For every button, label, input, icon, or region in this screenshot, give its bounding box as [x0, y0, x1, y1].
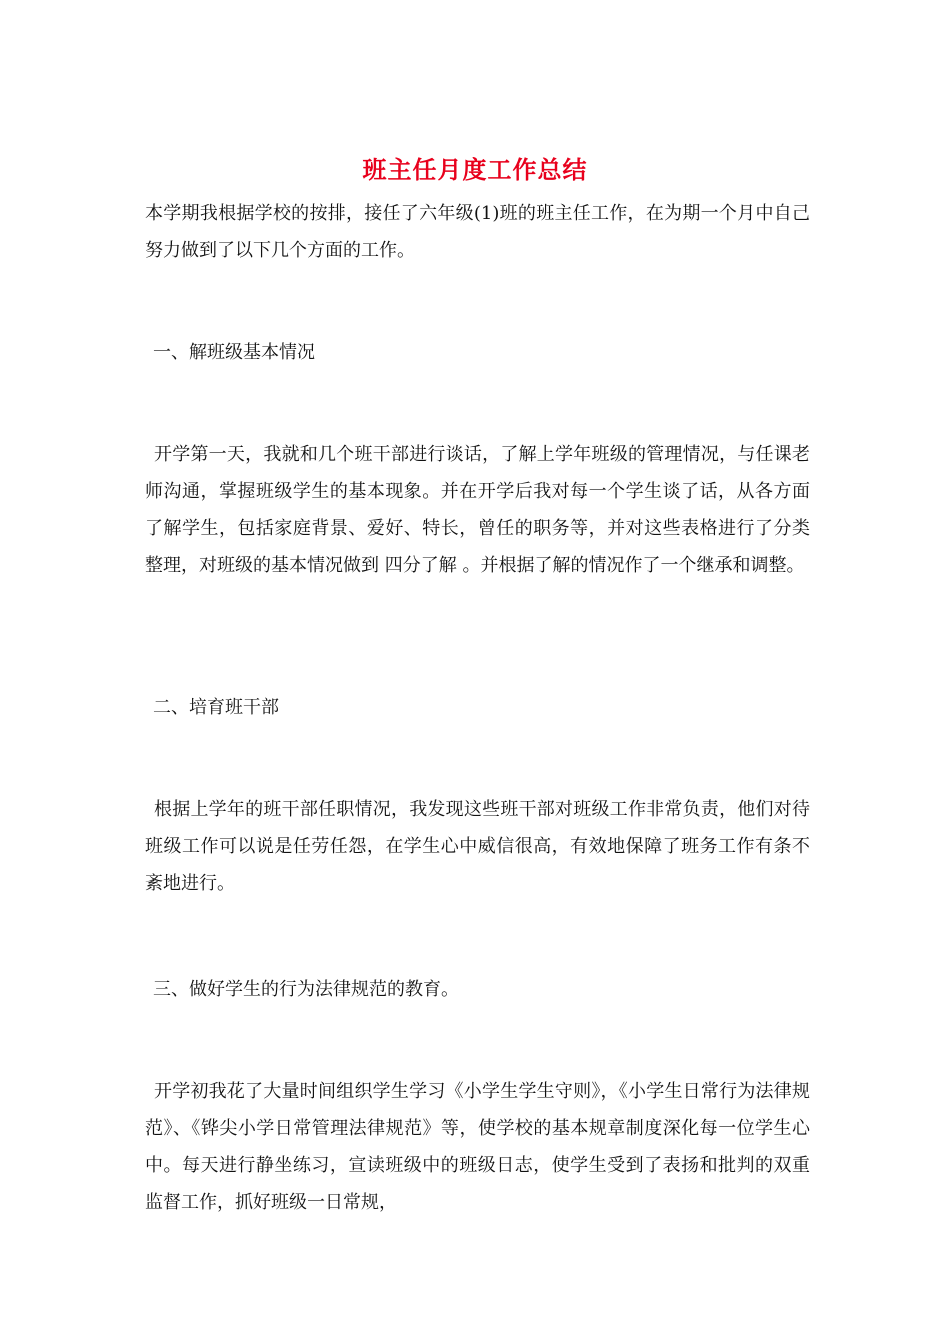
section-heading-1: 一、解班级基本情况 — [153, 342, 315, 363]
intro-paragraph: 本学期我根据学校的按排，接任了六年级(1)班的班主任工作，在为期一个月中自己努力做到了以下几个方面的工作。 — [145, 203, 810, 261]
document-title: 班主任月度工作总结 — [362, 155, 588, 184]
section-heading-2: 二、培育班干部 — [153, 697, 279, 718]
section-heading-3: 三、做好学生的行为法律规范的教育。 — [153, 979, 459, 1000]
section-body-2: 根据上学年的班干部任职情况，我发现这些班干部对班级工作非常负责，他们对待班级工作可以说是任劳任怨，在学生心中威信很高，有效地保障了班务工作有条不紊地进行。 — [145, 799, 810, 894]
section-body-3: 开学初我花了大量时间组织学生学习《小学生学生守则》，《小学生日常行为法律规范》、《铧尖小学日常管理法律规范》等，使学校的基本规章制度深化每一位学生心中。每天进行静坐练习，宣读班级中的班级日志，使学生受到了表扬和批判的双重监督工作，抓好班级一日常规， — [145, 1081, 810, 1213]
section-body-1: 开学第一天，我就和几个班干部进行谈话，了解上学年班级的管理情况，与任课老师沟通，掌握班级学生的基本现象。并在开学后我对每一个学生谈了话，从各方面了解学生，包括家庭背景、爱好、特长，曾任的职务等，并对这些表格进行了分类整理，对班级的基本情况做到 四分了解 。并根据了解的情况作了一个继承和调整。 — [145, 444, 810, 576]
